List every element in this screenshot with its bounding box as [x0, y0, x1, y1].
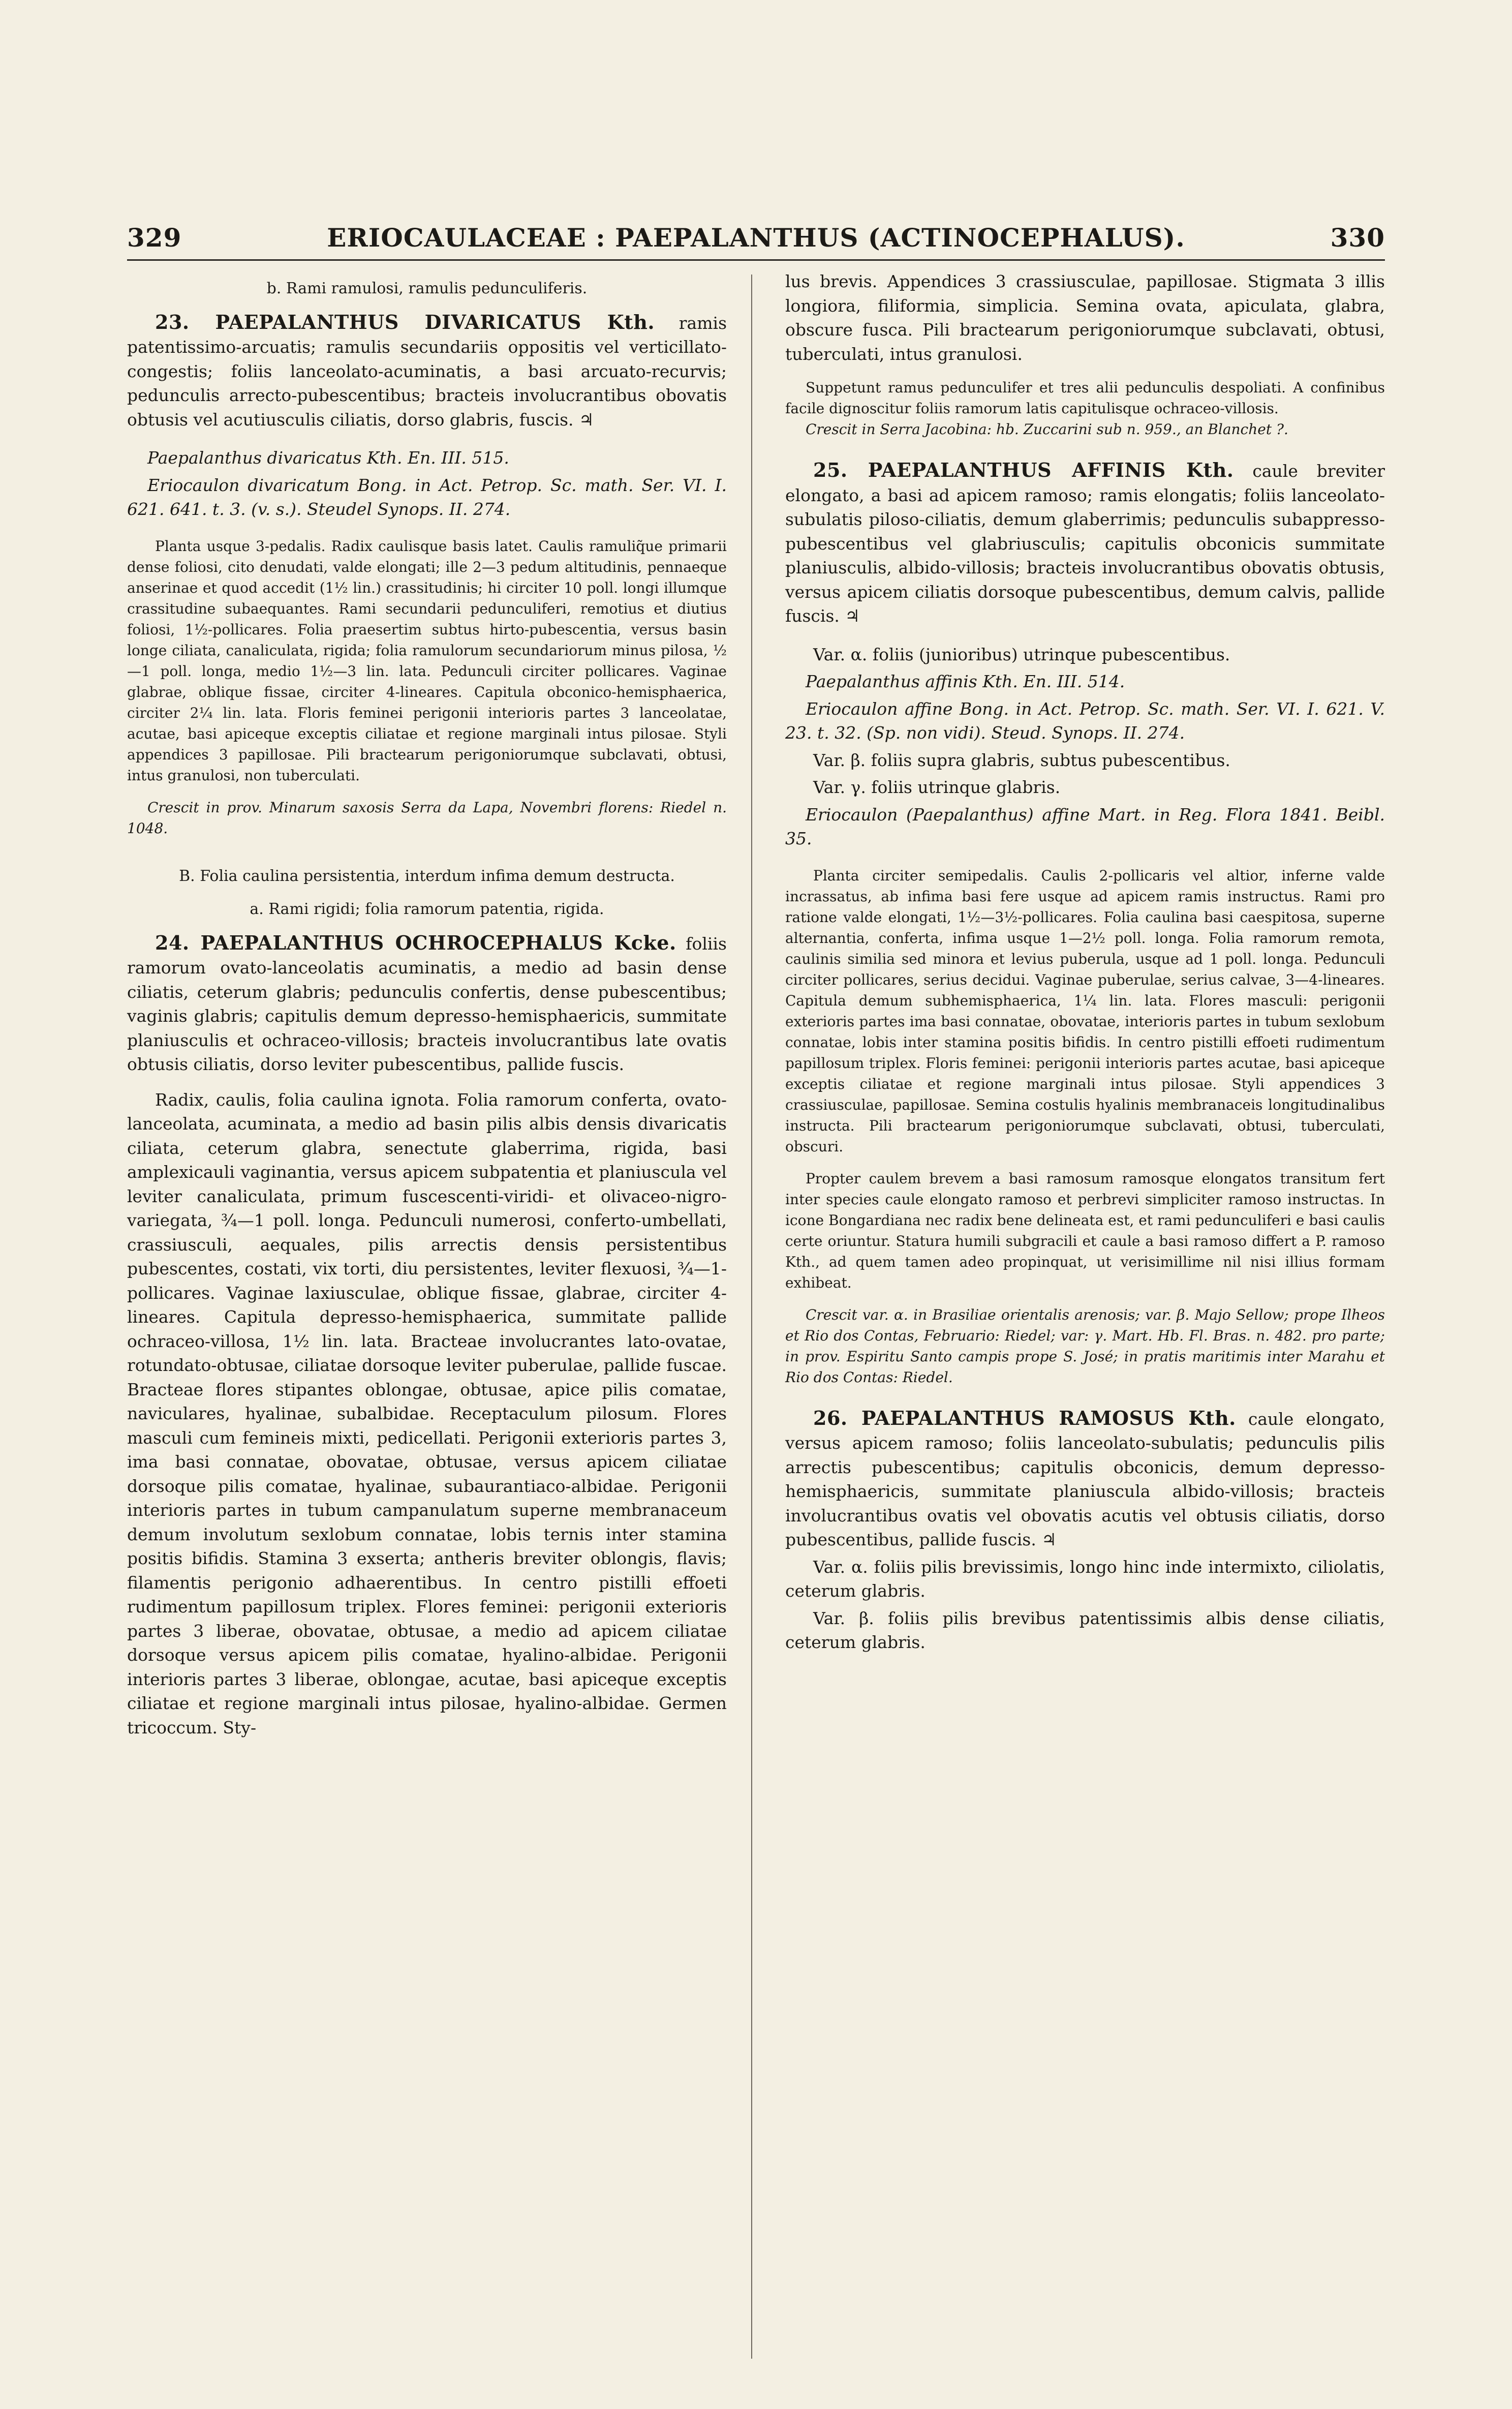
species-23-description: Planta usque 3-pedalis. Radix caulisque basis latet. Caulis ramuliq̃ue primarii dense foliosi, cito denudati, valde elongati; ille 2—3 pedum altitudinis, pennaeque anserinae et quod accedit (1½ lin.) crassitudinis; hi circiter 10 poll. longi illumque crassitudine subaequantes. Rami secundarii pedunculiferi, remotius et diutius foliosi, 1½-pollicares. Folia praesertim subtus hirto-pubescentia, versus basin longe ciliata, canaliculata, rigida; folia ramulorum secundariorum minus pilosa, ½—1 poll. longa, medio 1½—3 lin. lata. Pedunculi circiter pollicares. Vaginae glabrae, oblique fissae, circiter 4-lineares. Capitula obconico-hemisphaerica, circiter 2¼ lin. lata. Floris feminei perigonii interioris partes 3 lanceolatae, acutae, basi apiceque exceptis ciliatae et regione marginali intus pilosae. Styli appendices 3 papillosae. Pili bractearum perigoniorumque subclavati, obtusi, intus granulosi, non tuberculati.	[127, 537, 727, 784]
subsection-B: B. Folia caulina persistentia, interdum infima demum destructa.	[179, 867, 675, 885]
species-23-locality: Crescit in prov. Minarum saxosis Serra da Lapa, Novembri florens: Riedel n. 1048.	[127, 799, 727, 837]
subsection-a: a. Rami rigidi; folia ramorum patentia, rigida.	[250, 900, 604, 918]
species-23-synonym-2: Eriocaulon divaricatum Bong. in Act. Petrop. Sc. math. Ser. VI. I. 621. 641. t. 3. (v. s.). Steudel Synops. II. 274.	[127, 475, 727, 519]
subsection-b: b. Rami ramulosi, ramulis pedunculiferis.	[266, 280, 588, 297]
species-26	[785, 1406, 1385, 1552]
page-number-left: 329	[127, 223, 182, 253]
species-24-locality: Crescit in Serra Jacobina: hb. Zuccarini sub n. 959., an Blanchet ?.	[806, 421, 1288, 438]
running-title: ERIOCAULACEAE : PAEPALANTHUS (ACTINOCEPHALUS).	[327, 223, 1185, 253]
species-26-diagnosis: caule elongato, versus apicem ramoso; foliis lanceolato-subulatis; pedunculis pilis arrectis pubescentibus; capitulis obconicis, demum depresso-hemisphaericis, summitate planiuscula albido-villosis; bracteis involucrantibus ovatis vel obovatis acutis vel obtusis ciliatis, dorso pubescentibus, pallide fuscis. ♃	[785, 1409, 1385, 1549]
species-25-diagnosis: caule breviter elongato, a basi ad apicem ramoso; ramis elongatis; foliis lanceolato-subulatis piloso-ciliatis, demum glaberrimis; pedunculis subappresso-pubescentibus vel glabriusculis; capitulis obconicis summitate planiusculis, albido-villosis; bracteis involucrantibus obovatis obtusis, versus apicem ciliatis dorsoque pubescentibus, demum calvis, pallide fuscis. ♃	[785, 461, 1385, 626]
species-23-name: 23. PAEPALANTHUS DIVARICATUS Kth.	[155, 310, 655, 333]
species-25-var-alpha: Var. α. foliis (junioribus) utrinque pubescentibus.	[813, 644, 1230, 664]
species-24	[127, 931, 727, 1077]
species-23-synonym-1: Paepalanthus divaricatus Kth. En. III. 515.	[147, 448, 509, 468]
species-24-continuation: lus brevis. Appendices 3 crassiusculae, papillosae. Stigmata 3 illis longiora, filiformia, simplicia. Semina ovata, apiculata, glabra, obscure fusca. Pili bractearum perigoniorumque subclavati, obtusi, tuberculati, intus granulosi.	[785, 271, 1385, 364]
left-column	[127, 269, 727, 1740]
species-23-diagnosis: ramis patentissimo-arcuatis; ramulis secundariis oppositis vel verticillato-congestis; foliis lanceolato-acuminatis, a basi arcuato-recurvis; pedunculis arrecto-pubescentibus; bracteis involucrantibus obovatis obtusis vel acutiusculis ciliatis, dorso glabris, fuscis. ♃	[127, 313, 727, 430]
species-24-description: Radix, caulis, folia caulina ignota. Folia ramorum conferta, ovato-lanceolata, acuminata, a medio ad basin pilis albis densis divaricatis ciliata, ceterum glabra, senectute glaberrima, rigida, basi amplexicauli vaginantia, versus apicem subpatentia et planiuscula vel leviter canaliculata, primum fuscescenti-viridi- et olivaceo-nigro-variegata, ¾—1 poll. longa. Pedunculi numerosi, conferto-umbellati, crassiusculi, aequales, pilis arrectis densis persistentibus pubescentes, costati, vix torti, diu persistentes, leviter flexuosi, ¾—1-pollicares. Vaginae laxiusculae, oblique fissae, glabrae, circiter 4-lineares. Capitula depresso-hemisphaerica, summitate pallide ochraceo-villosa, 1½ lin. lata. Bracteae involucrantes lato-ovatae, rotundato-obtusae, ciliatae dorsoque leviter puberulae, pallide fuscae. Bracteae flores stipantes oblongae, obtusae, apice pilis comatae, naviculares, hyalinae, subalbidae. Receptaculum pilosum. Flores masculi cum femineis mixti, pedicellati. Perigonii exterioris partes 3, ima basi connatae, obovatae, obtusae, versus apicem ciliatae dorsoque pilis comatae, hyalinae, subaurantiaco-albidae. Perigonii interioris partes in tubum campanulatum superne membranaceum demum involutum sexlobum connatae, lobis ternis inter stamina positis bifidis. Stamina 3 exserta; antheris breviter oblongis, flavis; filamentis perigonio adhaerentibus. In centro pistilli effoeti rudimentum papillosum triplex. Flores feminei: perigonii exterioris partes 3 liberae, obovatae, obtusae, a medio ad apicem ciliatae dorsoque versus apicem pilis comatae, hyalino-albidae. Perigonii interioris partes 3 liberae, oblongae, acutae, basi apiceque exceptis ciliatae et regione marginali intus pilosae, hyalino-albidae. Germen tricoccum. Sty-	[127, 1089, 727, 1737]
species-25-synonym-1: Paepalanthus affinis Kth. En. III. 514.	[806, 672, 1125, 691]
species-25-note: Propter caulem brevem a basi ramosum ramosque elongatos transitum fert inter species caule elongato ramoso et perbrevi simpliciter ramoso instructas. In icone Bongardiana nec radix bene delineata est, et rami pedunculiferi e basi caulis certe oriuntur. Statura humili subgracili et caule a basi ramoso differt a P. ramoso Kth., ad quem tamen adeo propinquat, ut verisimillime nil nisi illius formam exhibeat.	[785, 1170, 1385, 1291]
species-25-var-beta: Var. β. foliis supra glabris, subtus pubescentibus.	[813, 750, 1230, 770]
column-divider	[751, 275, 752, 2359]
species-25-synonym-2: Eriocaulon affine Bong. in Act. Petrop. Sc. math. Ser. VI. I. 621. V. 23. t. 32. (Sp. non vidi). Steud. Synops. II. 274.	[785, 698, 1385, 743]
right-column	[785, 269, 1385, 1658]
species-23	[127, 310, 727, 432]
species-26-name: 26. PAEPALANTHUS RAMOSUS Kth.	[813, 1406, 1236, 1429]
page-header	[127, 219, 1385, 261]
species-25-description: Planta circiter semipedalis. Caulis 2-pollicaris vel altior, inferne valde incrassatus, ab infima basi fere usque ad apicem ramis instructus. Rami pro ratione valde elongati, 1½—3½-pollicares. Folia caulina basi caespitosa, superne alternantia, conferta, infima usque 1—2½ poll. longa. Folia ramorum remota, caulinis similia sed minora et levius puberula, usque ad 1 poll. longa. Pedunculi circiter pollicares, serius decidui. Vaginae puberulae, serius calvae, 3—4-lineares. Capitula demum subhemisphaerica, 1¼ lin. lata. Flores masculi: perigonii exterioris partes ima basi connatae, obovatae, interioris partes in tubum sexlobum connatae, lobis inter stamina positis bifidis. In centro pistilli effoeti rudimentum papillosum triplex. Floris feminei: perigonii interioris partes acutae, basi apiceque exceptis ciliatae et regione marginali intus pilosae. Styli appendices 3 crassiusculae, papillosae. Semina costulis hyalinis membranaceis longitudinalibus instructa. Pili bractearum perigoniorumque subclavati, obtusi, tuberculati, obscuri.	[785, 867, 1385, 1155]
species-25-synonym-3: Eriocaulon (Paepalanthus) affine Mart. in Reg. Flora 1841. Beibl. 35.	[785, 804, 1385, 848]
species-25-locality: Crescit var. α. in Brasiliae orientalis arenosis; var. β. Majo Sellow; prope Ilheos et Rio dos Contas, Februario: Riedel; var: γ. Mart. Hb. Fl. Bras. n. 482. pro parte; in prov. Espiritu Santo campis prope S. José; in pratis maritimis inter Marahu et Rio dos Contas: Riedel.	[785, 1306, 1385, 1386]
page-number-right: 330	[1330, 223, 1385, 253]
species-26-var-beta: Var. β. foliis pilis brevibus patentissimis albis dense ciliatis, ceterum glabris.	[785, 1608, 1385, 1652]
species-24-note: Suppetunt ramus pedunculifer et tres alii pedunculis despoliati. A confinibus facile dignoscitur foliis ramorum latis capitulisque ochraceo-villosis.	[785, 379, 1385, 417]
species-25-var-gamma: Var. γ. foliis utrinque glabris.	[813, 777, 1061, 797]
species-25-name: 25. PAEPALANTHUS AFFINIS Kth.	[813, 459, 1234, 481]
species-24-diagnosis: foliis ramorum ovato-lanceolatis acuminatis, a medio ad basin dense ciliatis, ceterum glabris; pedunculis confertis, dense pubescentibus; vaginis glabris; capitulis demum depresso-hemisphaericis, summitate planiusculis et ochraceo-villosis; bracteis involucrantibus late ovatis obtusis ciliatis, dorso leviter pubescentibus, pallide fuscis.	[127, 933, 727, 1074]
species-26-var-alpha: Var. α. foliis pilis brevissimis, longo hinc inde intermixto, ciliolatis, ceterum glabris.	[785, 1557, 1385, 1601]
species-25	[785, 458, 1385, 628]
species-24-name: 24. PAEPALANTHUS OCHROCEPHALUS Kcke.	[155, 931, 676, 954]
